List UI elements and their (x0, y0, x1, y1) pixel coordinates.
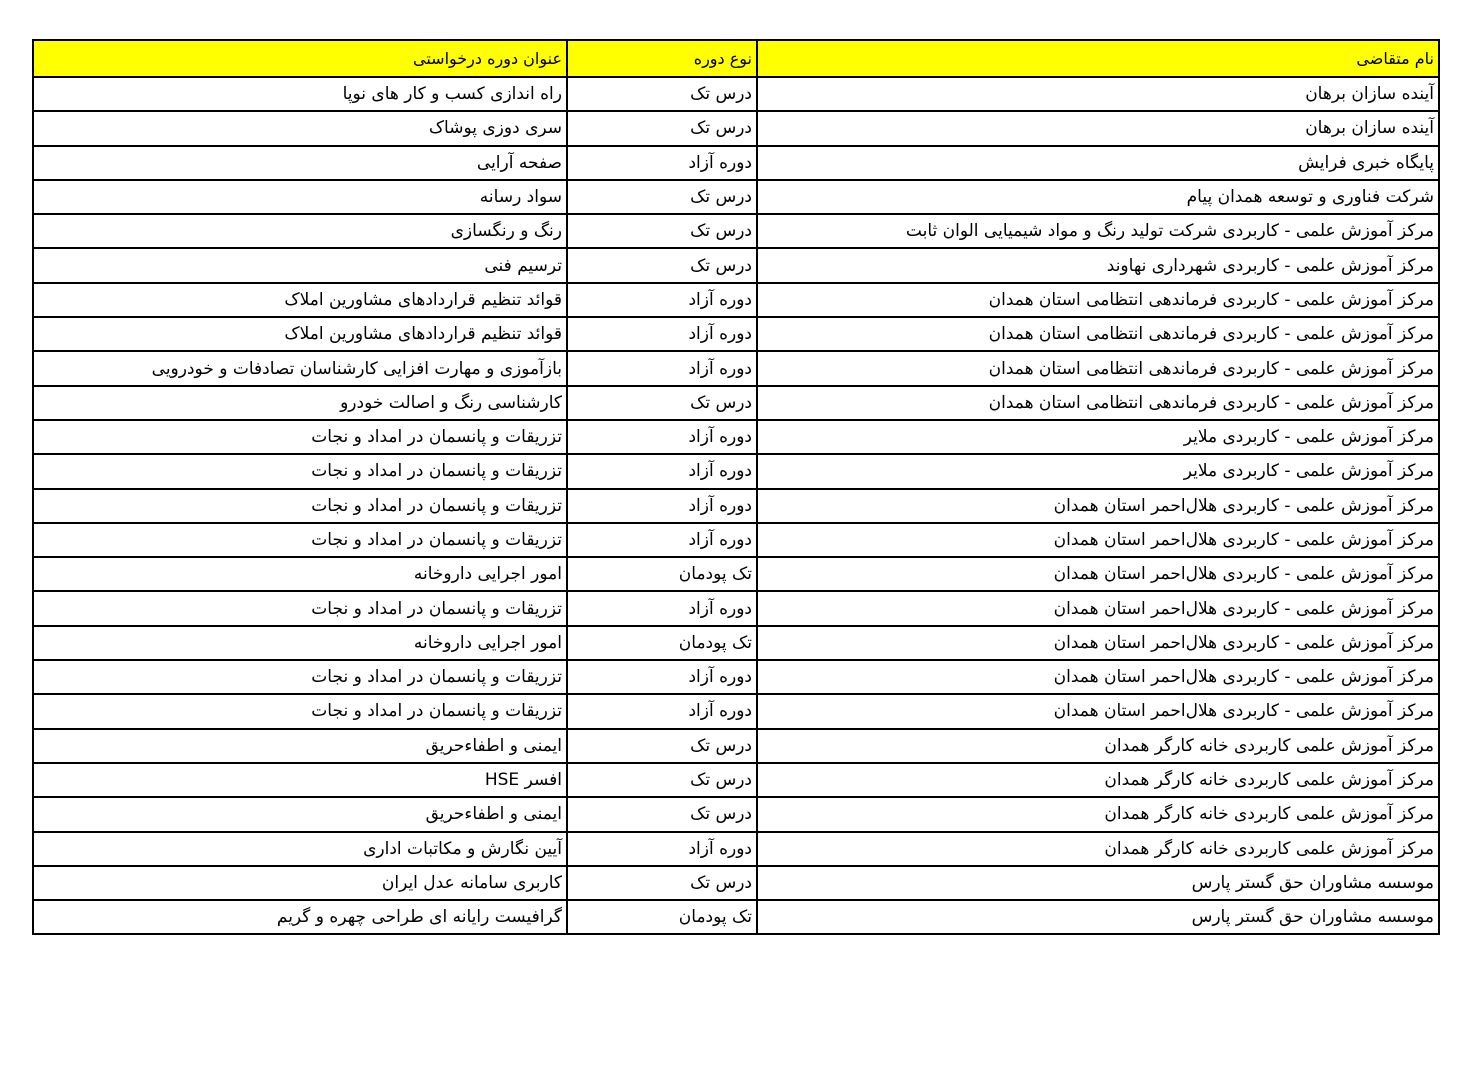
table-row (33, 660, 1439, 694)
course-title-cell: قوائد تنظیم قراردادهای مشاورین املاک (33, 283, 567, 317)
course-type-cell: دوره آزاد (567, 489, 757, 523)
applicant-cell: مرکز آموزش علمی - کاربردی هلال‌احمر استان همدان (757, 591, 1439, 625)
course-type-cell: دوره آزاد (567, 283, 757, 317)
table-row (33, 146, 1439, 180)
header-course-type: نوع دوره (567, 40, 757, 77)
course-title-cell: تزریقات و پانسمان در امداد و نجات (33, 454, 567, 488)
course-title-cell: ترسیم فنی (33, 248, 567, 282)
table-row (33, 351, 1439, 385)
course-title-cell: راه اندازی کسب و کار های نوپا (33, 77, 567, 111)
applicant-cell: مرکز آموزش علمی - کاربردی فرماندهی انتظامی استان همدان (757, 283, 1439, 317)
table-row (33, 626, 1439, 660)
applicant-cell: آینده سازان برهان (757, 77, 1439, 111)
applicant-cell: مرکز آموزش علمی کاربردی خانه کارگر همدان (757, 797, 1439, 831)
table-row (33, 283, 1439, 317)
course-title-cell: گرافیست رایانه ای طراحی چهره و گریم (33, 900, 567, 934)
course-title-cell: صفحه آرایی (33, 146, 567, 180)
course-type-cell: دوره آزاد (567, 420, 757, 454)
applicant-cell: پایگاه خبری فرایش (757, 146, 1439, 180)
course-title-cell: تزریقات و پانسمان در امداد و نجات (33, 694, 567, 728)
course-type-cell: تک پودمان (567, 900, 757, 934)
table-row (33, 454, 1439, 488)
course-title-cell: افسر HSE (33, 763, 567, 797)
course-type-cell: تک پودمان (567, 557, 757, 591)
course-title-cell: ایمنی و اطفاءحریق (33, 797, 567, 831)
table-row (33, 523, 1439, 557)
table-row (33, 729, 1439, 763)
course-title-cell: تزریقات و پانسمان در امداد و نجات (33, 420, 567, 454)
table-row (33, 763, 1439, 797)
applicant-cell: مرکز آموزش علمی - کاربردی هلال‌احمر استان همدان (757, 557, 1439, 591)
course-title-cell: تزریقات و پانسمان در امداد و نجات (33, 660, 567, 694)
applicant-cell: مرکز آموزش علمی - کاربردی ملایر (757, 420, 1439, 454)
applicant-cell: آینده سازان برهان (757, 111, 1439, 145)
course-type-cell: درس تک (567, 214, 757, 248)
header-row (33, 40, 1439, 77)
table-row (33, 866, 1439, 900)
applicant-cell: موسسه مشاوران حق گستر پارس (757, 900, 1439, 934)
course-type-cell: تک پودمان (567, 626, 757, 660)
course-title-cell: آیین نگارش و مکاتبات اداری (33, 832, 567, 866)
applicant-cell: مرکز آموزش علمی - کاربردی هلال‌احمر استان همدان (757, 489, 1439, 523)
applicant-cell: مرکز آموزش علمی کاربردی خانه کارگر همدان (757, 832, 1439, 866)
course-title-cell: سواد رسانه (33, 180, 567, 214)
course-title-cell: تزریقات و پانسمان در امداد و نجات (33, 591, 567, 625)
course-type-cell: دوره آزاد (567, 317, 757, 351)
applicant-cell: مرکز آموزش علمی - کاربردی هلال‌احمر استان همدان (757, 660, 1439, 694)
course-title-cell: بازآموزی و مهارت افزایی کارشناسان تصادفات و خودرویی (33, 351, 567, 385)
applicant-cell: مرکز آموزش علمی - کاربردی هلال‌احمر استان همدان (757, 626, 1439, 660)
table-row (33, 489, 1439, 523)
course-title-cell: رنگ و رنگسازی (33, 214, 567, 248)
course-title-cell: کاربری سامانه عدل ایران (33, 866, 567, 900)
course-type-cell: درس تک (567, 797, 757, 831)
table-row (33, 557, 1439, 591)
table-row (33, 248, 1439, 282)
table-row (33, 317, 1439, 351)
course-title-cell: امور اجرایی داروخانه (33, 557, 567, 591)
header-course-title: عنوان دوره درخواستی (33, 40, 567, 77)
course-title-cell: ایمنی و اطفاءحریق (33, 729, 567, 763)
course-type-cell: دوره آزاد (567, 660, 757, 694)
course-type-cell: دوره آزاد (567, 591, 757, 625)
applicant-cell: مرکز آموزش علمی - کاربردی فرماندهی انتظامی استان همدان (757, 386, 1439, 420)
course-type-cell: درس تک (567, 763, 757, 797)
table-body (33, 77, 1439, 934)
course-requests-table (32, 39, 1440, 935)
course-type-cell: درس تک (567, 248, 757, 282)
applicant-cell: مرکز آموزش علمی - کاربردی فرماندهی انتظامی استان همدان (757, 317, 1439, 351)
course-title-cell: تزریقات و پانسمان در امداد و نجات (33, 523, 567, 557)
course-type-cell: درس تک (567, 77, 757, 111)
table-row (33, 420, 1439, 454)
applicant-cell: مرکز آموزش علمی - کاربردی ملایر (757, 454, 1439, 488)
applicant-cell: مرکز آموزش علمی - کاربردی شهرداری نهاوند (757, 248, 1439, 282)
table-row (33, 591, 1439, 625)
table-row (33, 832, 1439, 866)
course-type-cell: دوره آزاد (567, 454, 757, 488)
table-row (33, 694, 1439, 728)
table-row (33, 900, 1439, 934)
course-title-cell: کارشناسی رنگ و اصالت خودرو (33, 386, 567, 420)
applicant-cell: مرکز آموزش علمی - کاربردی هلال‌احمر استان همدان (757, 523, 1439, 557)
course-type-cell: درس تک (567, 729, 757, 763)
applicant-cell: شرکت فناوری و توسعه همدان پیام (757, 180, 1439, 214)
table-row (33, 111, 1439, 145)
applicant-cell: مرکز آموزش علمی - کاربردی هلال‌احمر استان همدان (757, 694, 1439, 728)
course-type-cell: درس تک (567, 386, 757, 420)
header-applicant: نام متقاضی (757, 40, 1439, 77)
course-type-cell: درس تک (567, 180, 757, 214)
applicant-cell: مرکز آموزش علمی - کاربردی فرماندهی انتظامی استان همدان (757, 351, 1439, 385)
course-type-cell: دوره آزاد (567, 351, 757, 385)
table-row (33, 180, 1439, 214)
course-type-cell: درس تک (567, 866, 757, 900)
applicant-cell: مرکز آموزش علمی کاربردی خانه کارگر همدان (757, 729, 1439, 763)
course-type-cell: دوره آزاد (567, 832, 757, 866)
course-type-cell: درس تک (567, 111, 757, 145)
table-row (33, 797, 1439, 831)
course-title-cell: تزریقات و پانسمان در امداد و نجات (33, 489, 567, 523)
applicant-cell: موسسه مشاوران حق گستر پارس (757, 866, 1439, 900)
course-type-cell: دوره آزاد (567, 694, 757, 728)
table-row (33, 77, 1439, 111)
course-title-cell: قوائد تنظیم قراردادهای مشاورین املاک (33, 317, 567, 351)
table-row (33, 214, 1439, 248)
course-type-cell: دوره آزاد (567, 523, 757, 557)
table-row (33, 386, 1439, 420)
course-title-cell: سری دوزی پوشاک (33, 111, 567, 145)
applicant-cell: مرکز آموزش علمی کاربردی خانه کارگر همدان (757, 763, 1439, 797)
course-title-cell: امور اجرایی داروخانه (33, 626, 567, 660)
applicant-cell: مرکز آموزش علمی - کاربردی شرکت تولید رنگ و مواد شیمیایی الوان ثابت (757, 214, 1439, 248)
course-type-cell: دوره آزاد (567, 146, 757, 180)
